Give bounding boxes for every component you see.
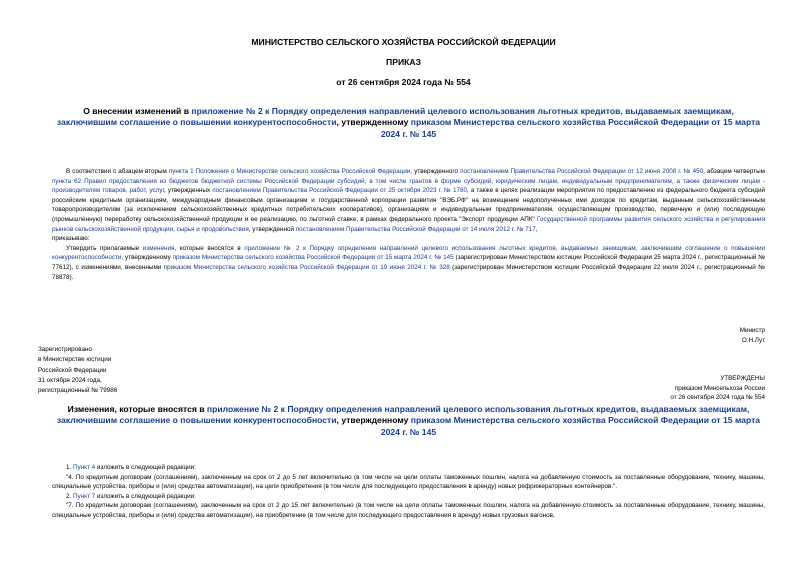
registration-number: регистрационный № 79986 (38, 387, 118, 395)
preamble (52, 167, 765, 282)
approved-date: от 26 сентября 2024 года № 554 (670, 394, 765, 402)
link-subsidy-rules[interactable]: пункта 62 Правил предоставления из бюджетов бюджетной системы Российской Федерации субсидий, в том числе грантов в форме субсидий, юридическим лицам, индивидуальным предпринимателям, а также физическим лицам - производителям товаров, работ, услуг (52, 177, 765, 195)
ministry-heading: МИНИСТЕРСТВО СЕЛЬСКОГО ХОЗЯЙСТВА РОССИЙСКОЙ ФЕДЕРАЦИИ (251, 37, 556, 47)
text: , утвержденного (410, 168, 461, 175)
text: Утвердить прилагаемые (66, 244, 143, 252)
title-link-appendix[interactable]: приложение № 2 к Порядку определения направлений целевого использования льготных кредитов, выдаваемых заемщикам, заключившим соглашение о повышении конкурентоспособности (56, 404, 750, 426)
text: , утвержденных (164, 187, 213, 195)
changes-list (52, 463, 765, 521)
order-title (52, 106, 765, 140)
registration-block (38, 345, 117, 396)
text: , утвержденному (121, 254, 173, 262)
registration-line: Зарегистрировано (38, 346, 92, 353)
registration-date: 31 октября 2024 года, (38, 376, 102, 384)
title-text: О внесении изменений в (83, 106, 192, 116)
text: , утвержденной (248, 225, 296, 233)
text: , (535, 225, 538, 233)
text: (зарегистрирован Министерством юстиции Российской Федерации 22 июля 2024 г., регистрационный № 78878). (52, 263, 765, 281)
approval-paragraph (52, 244, 765, 282)
link-clause-7[interactable]: Пункт 7 (73, 492, 96, 500)
link-order-328[interactable]: приказом Министерства сельского хозяйства Российской Федерации от 19 июня 2024 г. № 328 (163, 263, 450, 271)
change-item: 2. Пункт 7 изложить в следующей редакции: (66, 492, 196, 500)
link-ministry-regulation[interactable]: пункта 1 Положения о Министерстве сельского хозяйства Российской Федерации (168, 168, 411, 175)
title-text: Изменения, которые вносятся в (67, 404, 207, 414)
order-directive: приказываю: (52, 235, 90, 243)
signatory-name: О.Н.Лут (741, 336, 765, 344)
text: (зарегистрирован Министерством юстиции Российской Федерации 25 марта 2024 г., регистрационный № 77612), с изменениями, внесенными (52, 254, 765, 271)
link-changes[interactable]: изменения (142, 244, 175, 252)
changes-title (52, 404, 765, 438)
title-link-order[interactable]: приказом Министерства сельского хозяйства Российской Федерации от 15 марта 2024 г. № 145 (380, 117, 761, 139)
approved-label: УТВЕРЖДЕНЫ (720, 375, 765, 382)
link-order-145[interactable]: приказом Министерства сельского хозяйства Российской Федерации от 15 марта 2024 г. № 145 (172, 254, 454, 262)
text: В соответствии с абзацем вторым (66, 168, 169, 175)
link-government-resolution-1780[interactable]: постановлением Правительства Российской Федерации от 25 октября 2023 г. № 1780 (212, 187, 468, 195)
change-quote: "7. По кредитным договорам (соглашениям), заключенным на срок от 2 до 15 лет включительно (в том числе на цели оплаты таможенных пошлин, налога на добавленную стоимость за поставленные оборудование, технику, машины, специальные устройства, приборы и (или) средства автоматизации), на приобретение (в том числе для последующего предоставления в аренду) новых грузовых вагонов, (52, 502, 765, 519)
text: изложить в следующей редакции: (95, 492, 196, 500)
approved-by: приказом Минсельхоза России (674, 384, 765, 392)
link-government-resolution-717[interactable]: постановлением Правительства Российской Федерации от 14 июля 2012 г. № 717 (295, 225, 536, 233)
change-quote: "4. По кредитным договорам (соглашениям), заключенным на срок от 2 до 5 лет включительно (в том числе на цели оплаты таможенных пошлин, налога на добавленную стоимость за поставленные оборудование, технику, машины, специальные устройства, приборы и (или) средства автоматизации), на цели приобретения (в том числе для последующего предоставления в аренду) новых рефрижераторных контейнеров.". (52, 473, 765, 491)
approval-stamp (670, 374, 765, 403)
document-date-number: от 26 сентября 2024 года № 554 (336, 77, 471, 87)
preamble-paragraph (52, 167, 765, 234)
link-clause-4[interactable]: Пункт 4 (73, 464, 96, 471)
link-appendix-2[interactable]: приложение № 2 к Порядку определения направлений целевого использования льготных кредитов, выдаваемых заемщикам, заключившим соглашение о повышении конкурентоспособности (52, 244, 765, 262)
title-text: , утвержденному (336, 415, 411, 426)
text: , а также в целях реализации мероприятия по предоставлению из федерального бюджета субсидий российским кредитным организациям, международным финансовым организациям и государственной корпорации развития "ВЭБ.РФ" на возмещение недополученных ими доходов по кредитам, выданным сельскохозяйственным товаропроизводителям (за исключением сельскохозяйственных кредитных потребительских кооперативов), организациям и индивидуальным предпринимателям, осуществляющим производство, первичную и (или) последующую (промышленную) переработку сельскохозяйственной продукции и ее реализацию, по льготной ставке, в рамках федерального проекта "Экспорт продукции АПК" (52, 187, 766, 223)
title-text: , утвержденному (336, 117, 411, 128)
link-government-resolution-450[interactable]: постановлением Правительства Российской Федерации от 12 июня 2008 г. № 450 (460, 168, 704, 175)
link-state-program[interactable]: Государственной программы развития сельского хозяйства и регулирования рынков сельскохозяйственной продукции, сырья и продовольствия (52, 215, 765, 233)
registration-line: Российской Федерации (38, 366, 107, 374)
title-link-appendix[interactable]: приложение № 2 к Порядку определения направлений целевого использования льготных кредитов, выдаваемых заемщикам, заключившим соглашение о повышении конкурентоспособности (56, 106, 734, 128)
text: , которые вносятся в (174, 244, 245, 252)
document-type-heading: ПРИКАЗ (386, 57, 421, 67)
signatory-position: Министр (739, 327, 765, 334)
text: изложить в следующей редакции: (95, 464, 196, 471)
registration-line: в Министерстве юстиции (38, 356, 112, 364)
change-item: 1. Пункт 4 изложить в следующей редакции: (66, 464, 196, 471)
signature-block (740, 326, 765, 345)
text: , абзацем четвертым (703, 168, 766, 175)
title-link-order[interactable]: приказом Министерства сельского хозяйства Российской Федерации от 15 марта 2024 г. № 145 (380, 415, 761, 437)
